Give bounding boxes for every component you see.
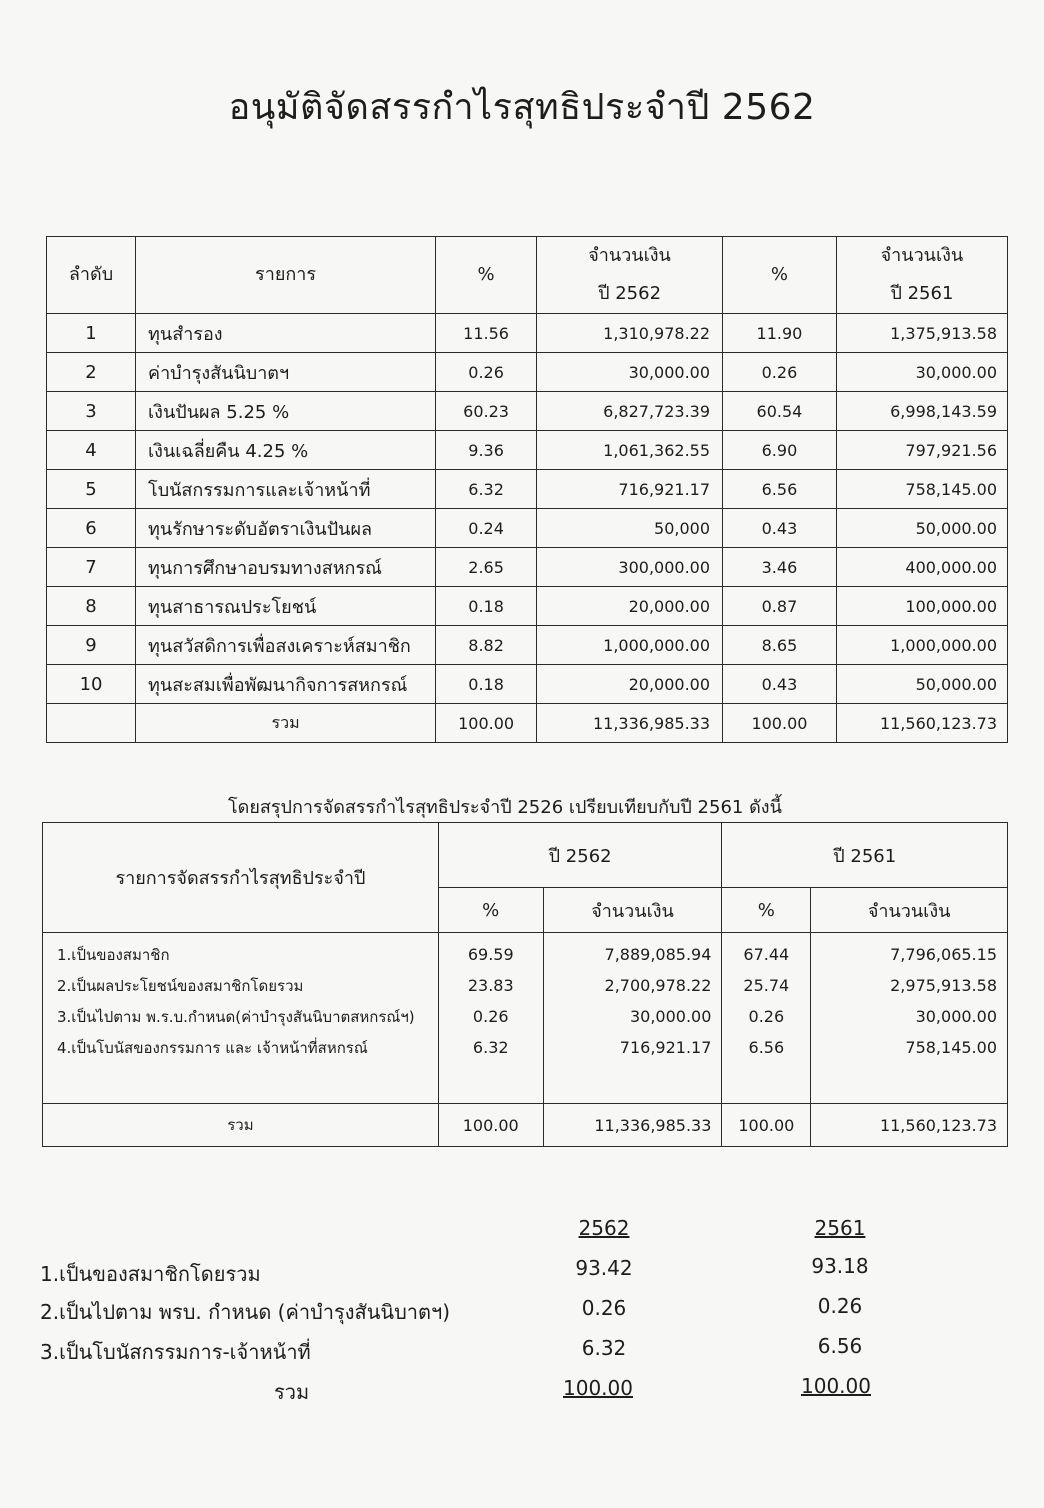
row-amount-2562: 50,000: [537, 509, 723, 548]
row-pct-2562: 8.82: [436, 626, 537, 665]
table-row: [47, 353, 1008, 392]
table-header-row: [47, 237, 1008, 314]
total-amount-2561: 11,560,123.73: [836, 704, 1007, 743]
header-amount-2561: จำนวนเงิน: [811, 888, 1008, 933]
row-no: 1: [47, 314, 136, 353]
row-no: 3: [47, 392, 136, 431]
row-amount-2562: 30,000.00: [537, 353, 723, 392]
row-pct-2562: 0.26: [436, 353, 537, 392]
row-amount-2561: 30,000.00: [836, 353, 1007, 392]
row-pct-2561: 11.90: [723, 314, 837, 353]
row-pct-2561: 6.56: [723, 470, 837, 509]
summary-total-2562: 100.00: [563, 1376, 633, 1400]
row-pct-2562: 11.56: [436, 314, 537, 353]
row-amount-2561: 7,796,065.15: [811, 933, 1008, 971]
total-pct-2562: 100.00: [438, 1104, 543, 1147]
row-item: ทุนสวัสดิการเพื่อสงเคราะห์สมาชิก: [136, 626, 436, 665]
table-total-row: [43, 1104, 1008, 1147]
summary-table: [42, 822, 1008, 1147]
header-no: ลำดับ: [47, 237, 136, 314]
spacer-cell: [722, 1063, 811, 1104]
row-item: ทุนสำรอง: [136, 314, 436, 353]
row-pct-2561: 67.44: [722, 933, 811, 971]
row-no: 8: [47, 587, 136, 626]
page-title: อนุมัติจัดสรรกำไรสุทธิประจำปี 2562: [228, 87, 816, 128]
allocation-table: [46, 236, 1008, 743]
row-amount-2561: 400,000.00: [836, 548, 1007, 587]
total-pct-2562: 100.00: [436, 704, 537, 743]
row-pct-2562: 69.59: [438, 933, 543, 971]
row-no: 10: [47, 665, 136, 704]
row-item: 2.เป็นผลประโยชน์ของสมาชิกโดยรวม: [43, 970, 439, 1001]
summary-row-value-2562: 6.32: [581, 1336, 627, 1360]
summary-row-value-2562: 0.26: [581, 1296, 627, 1320]
summary-total-label: รวม: [274, 1380, 310, 1404]
table-row: [47, 314, 1008, 353]
table-row: [47, 626, 1008, 665]
row-amount-2562: 20,000.00: [537, 665, 723, 704]
table-row: [47, 509, 1008, 548]
table-total-row: [47, 704, 1008, 743]
row-no: 6: [47, 509, 136, 548]
summary-year-2561: 2561: [814, 1216, 866, 1240]
table-row: [47, 548, 1008, 587]
summary-row-label: 3.เป็นโบนัสกรรมการ-เจ้าหน้าที่: [40, 1340, 311, 1364]
table-row: [43, 1032, 1008, 1063]
total-label: รวม: [43, 1104, 439, 1147]
row-no: 4: [47, 431, 136, 470]
row-amount-2561: 1,375,913.58: [836, 314, 1007, 353]
row-pct-2562: 0.18: [436, 587, 537, 626]
summary-row-label: 2.เป็นไปตาม พรบ. กำหนด (ค่าบำรุงสันนิบาตฯ): [40, 1300, 451, 1324]
row-pct-2562: 6.32: [438, 1032, 543, 1063]
table-row: [47, 470, 1008, 509]
header-amount-label: จำนวนเงิน: [880, 245, 964, 266]
row-no: 2: [47, 353, 136, 392]
table-spacer-row: [43, 1063, 1008, 1104]
row-pct-2561: 6.56: [722, 1032, 811, 1063]
row-item: ทุนรักษาระดับอัตราเงินปันผล: [136, 509, 436, 548]
spacer-cell: [43, 1063, 439, 1104]
table-row: [43, 970, 1008, 1001]
summary-row-value-2561: 0.26: [817, 1294, 863, 1318]
row-item: เงินปันผล 5.25 %: [136, 392, 436, 431]
summary-row-label: 1.เป็นของสมาชิกโดยรวม: [40, 1262, 261, 1286]
row-amount-2561: 758,145.00: [836, 470, 1007, 509]
total-pct-2561: 100.00: [722, 1104, 811, 1147]
row-pct-2561: 60.54: [723, 392, 837, 431]
total-no-cell: [47, 704, 136, 743]
row-amount-2562: 1,000,000.00: [537, 626, 723, 665]
row-pct-2561: 8.65: [723, 626, 837, 665]
row-pct-2562: 0.24: [436, 509, 537, 548]
table-row: [47, 392, 1008, 431]
row-pct-2562: 60.23: [436, 392, 537, 431]
header-item: รายการจัดสรรกำไรสุทธิประจำปี: [43, 823, 439, 933]
row-item: ค่าบำรุงสันนิบาตฯ: [136, 353, 436, 392]
row-amount-2561: 50,000.00: [836, 509, 1007, 548]
row-item: ทุนสะสมเพื่อพัฒนากิจการสหกรณ์: [136, 665, 436, 704]
header-amount-label: จำนวนเงิน: [588, 245, 671, 266]
row-pct-2562: 9.36: [436, 431, 537, 470]
header-year-label: ปี 2561: [890, 283, 954, 304]
row-amount-2562: 6,827,723.39: [537, 392, 723, 431]
total-amount-2562: 11,336,985.33: [537, 704, 723, 743]
row-amount-2561: 2,975,913.58: [811, 970, 1008, 1001]
summary-table-body: [43, 933, 1008, 1064]
row-item: 1.เป็นของสมาชิก: [43, 933, 439, 971]
total-pct-2561: 100.00: [723, 704, 837, 743]
header-amount-2561: [836, 237, 1007, 314]
row-pct-2561: 0.43: [723, 509, 837, 548]
row-amount-2561: 50,000.00: [836, 665, 1007, 704]
table-header-row: [43, 823, 1008, 888]
row-item: 4.เป็นโบนัสของกรรมการ และ เจ้าหน้าที่สหกรณ์: [43, 1032, 439, 1063]
row-pct-2561: 3.46: [723, 548, 837, 587]
total-amount-2562: 11,336,985.33: [543, 1104, 722, 1147]
allocation-table-body: [47, 314, 1008, 704]
row-item: โบนัสกรรมการและเจ้าหน้าที่: [136, 470, 436, 509]
spacer-cell: [543, 1063, 722, 1104]
summary-year-2562: 2562: [578, 1216, 630, 1240]
table-row: [47, 587, 1008, 626]
row-pct-2561: 6.90: [723, 431, 837, 470]
header-item: รายการ: [136, 237, 436, 314]
header-year-2561: ปี 2561: [722, 823, 1008, 888]
summary-total-2561: 100.00: [801, 1374, 871, 1398]
row-amount-2562: 2,700,978.22: [543, 970, 722, 1001]
row-item: ทุนสาธารณประโยชน์: [136, 587, 436, 626]
row-amount-2561: 6,998,143.59: [836, 392, 1007, 431]
row-amount-2562: 30,000.00: [543, 1001, 722, 1032]
row-amount-2562: 716,921.17: [537, 470, 723, 509]
row-amount-2562: 300,000.00: [537, 548, 723, 587]
row-amount-2562: 20,000.00: [537, 587, 723, 626]
row-pct-2561: 0.87: [723, 587, 837, 626]
table-row: [47, 431, 1008, 470]
row-no: 9: [47, 626, 136, 665]
row-item: ทุนการศึกษาอบรมทางสหกรณ์: [136, 548, 436, 587]
table-row: [47, 665, 1008, 704]
spacer-cell: [811, 1063, 1008, 1104]
total-label: รวม: [136, 704, 436, 743]
row-no: 5: [47, 470, 136, 509]
summary-subtitle: โดยสรุปการจัดสรรกำไรสุทธิประจำปี 2526 เปรียบเทียบกับปี 2561 ดังนี้: [228, 797, 782, 818]
total-amount-2561: 11,560,123.73: [811, 1104, 1008, 1147]
row-amount-2562: 1,061,362.55: [537, 431, 723, 470]
row-amount-2561: 797,921.56: [836, 431, 1007, 470]
row-amount-2562: 1,310,978.22: [537, 314, 723, 353]
table-row: [43, 1001, 1008, 1032]
header-year-label: ปี 2562: [598, 283, 662, 304]
header-amount-2562: [537, 237, 723, 314]
row-pct-2561: 0.43: [723, 665, 837, 704]
summary-row-value-2561: 6.56: [817, 1334, 863, 1358]
header-pct-2561: %: [722, 888, 811, 933]
row-pct-2562: 0.26: [438, 1001, 543, 1032]
header-pct-2562: %: [436, 237, 537, 314]
row-item: 3.เป็นไปตาม พ.ร.บ.กำหนด(ค่าบำรุงสันนิบาตสหกรณ์ฯ): [43, 1001, 439, 1032]
row-item: เงินเฉลี่ยคืน 4.25 %: [136, 431, 436, 470]
row-amount-2561: 100,000.00: [836, 587, 1007, 626]
row-pct-2562: 23.83: [438, 970, 543, 1001]
summary-row-value-2561: 93.18: [811, 1254, 869, 1278]
row-amount-2561: 1,000,000.00: [836, 626, 1007, 665]
row-pct-2561: 0.26: [722, 1001, 811, 1032]
row-amount-2562: 716,921.17: [543, 1032, 722, 1063]
row-no: 7: [47, 548, 136, 587]
row-amount-2561: 758,145.00: [811, 1032, 1008, 1063]
row-pct-2562: 6.32: [436, 470, 537, 509]
row-pct-2562: 0.18: [436, 665, 537, 704]
header-amount-2562: จำนวนเงิน: [543, 888, 722, 933]
header-pct-2562: %: [438, 888, 543, 933]
row-pct-2561: 0.26: [723, 353, 837, 392]
row-amount-2561: 30,000.00: [811, 1001, 1008, 1032]
header-year-2562: ปี 2562: [438, 823, 722, 888]
row-amount-2562: 7,889,085.94: [543, 933, 722, 971]
table-row: [43, 933, 1008, 971]
row-pct-2562: 2.65: [436, 548, 537, 587]
header-pct-2561: %: [723, 237, 837, 314]
summary-row-value-2562: 93.42: [575, 1256, 633, 1280]
spacer-cell: [438, 1063, 543, 1104]
row-pct-2561: 25.74: [722, 970, 811, 1001]
